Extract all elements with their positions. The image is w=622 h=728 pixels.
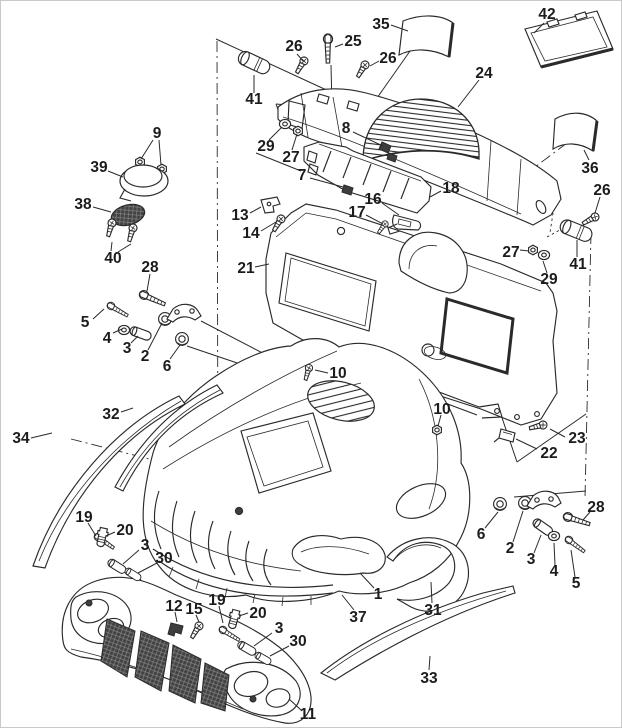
callout-14: 14: [242, 225, 260, 242]
clip-22: [494, 429, 515, 442]
callout-10a: 10: [329, 365, 347, 382]
callout-27b: 27: [502, 244, 520, 261]
callout-4b: 4: [549, 563, 559, 580]
callout-22: 22: [540, 445, 558, 462]
callout-25: 25: [344, 33, 362, 50]
callout-42: 42: [538, 6, 556, 23]
callout-5a: 5: [80, 314, 90, 331]
callout-11: 11: [299, 706, 317, 723]
screw-26a: [294, 56, 309, 76]
grommet-6b: [494, 498, 507, 511]
callout-6a: 6: [162, 358, 172, 375]
callout-3b: 3: [526, 551, 536, 568]
callout-13: 13: [231, 207, 249, 224]
callout-35: 35: [372, 16, 390, 33]
pad-plate-35: [399, 16, 453, 57]
callout-21: 21: [237, 260, 255, 277]
callout-39: 39: [90, 159, 108, 176]
callout-7: 7: [297, 167, 307, 184]
stay-bracket-left: [167, 304, 201, 322]
screw-40b: [127, 223, 138, 242]
grommet-6a: [176, 333, 189, 346]
washer-4b: [548, 531, 559, 540]
callout-27a: 27: [282, 149, 300, 166]
callout-29a: 29: [257, 138, 275, 155]
callout-33: 33: [420, 670, 438, 687]
callout-15: 15: [185, 601, 203, 618]
callout-6b: 6: [476, 526, 486, 543]
nut-27a: [294, 126, 303, 136]
screw-40a: [106, 218, 117, 237]
collar-3a: [129, 326, 152, 342]
callout-20a: 20: [116, 522, 134, 539]
callout-18: 18: [442, 180, 460, 197]
callout-3a: 3: [122, 340, 132, 357]
callout-41b: 41: [569, 256, 587, 273]
callout-26c: 26: [593, 182, 611, 199]
callout-19b: 19: [208, 592, 226, 609]
callout-10b: 10: [433, 401, 451, 418]
callout-38: 38: [74, 196, 92, 213]
callout-5b: 5: [571, 575, 581, 592]
collar-3c: [106, 558, 127, 575]
callout-40: 40: [104, 250, 122, 267]
callout-24: 24: [475, 65, 493, 82]
callout-28b: 28: [587, 499, 605, 516]
callout-1: 1: [373, 586, 383, 603]
callout-30a: 30: [155, 550, 173, 567]
diagram-canvas: [1, 1, 622, 728]
callout-26a: 26: [285, 38, 303, 55]
callout-20b: 20: [249, 605, 267, 622]
callout-41a: 41: [245, 91, 263, 108]
nut-27b: [529, 245, 538, 255]
callout-32: 32: [102, 406, 120, 423]
callout-26b: 26: [379, 50, 397, 67]
callout-28a: 28: [141, 259, 159, 276]
callout-30b: 30: [289, 633, 307, 650]
screw-5b: [564, 535, 587, 554]
screw-26b: [355, 60, 370, 80]
screw-5a: [106, 301, 130, 318]
callout-12: 12: [165, 598, 183, 615]
callout-2a: 2: [140, 348, 150, 365]
callout-9: 9: [152, 125, 162, 142]
bushing-41a: [236, 49, 272, 76]
bolt-25: [323, 34, 333, 63]
bolt-28a: [138, 289, 167, 307]
callout-3c: 3: [140, 537, 150, 554]
callout-4a: 4: [102, 330, 112, 347]
callout-34: 34: [12, 430, 30, 447]
callout-19a: 19: [75, 509, 93, 526]
bracket-13: [261, 197, 280, 213]
callout-37: 37: [349, 609, 367, 626]
nut-10b: [433, 425, 442, 435]
callout-29b: 29: [540, 271, 558, 288]
callout-23: 23: [568, 430, 586, 447]
callout-36: 36: [581, 160, 599, 177]
callout-3d: 3: [274, 620, 284, 637]
callout-31: 31: [424, 602, 442, 619]
callout-8: 8: [341, 120, 351, 137]
pad-plate-36: [553, 113, 597, 151]
callout-2b: 2: [505, 540, 515, 557]
callout-16: 16: [364, 191, 382, 208]
callout-17: 17: [348, 204, 366, 221]
cap-39: [120, 165, 168, 201]
washer-29b: [538, 250, 549, 259]
